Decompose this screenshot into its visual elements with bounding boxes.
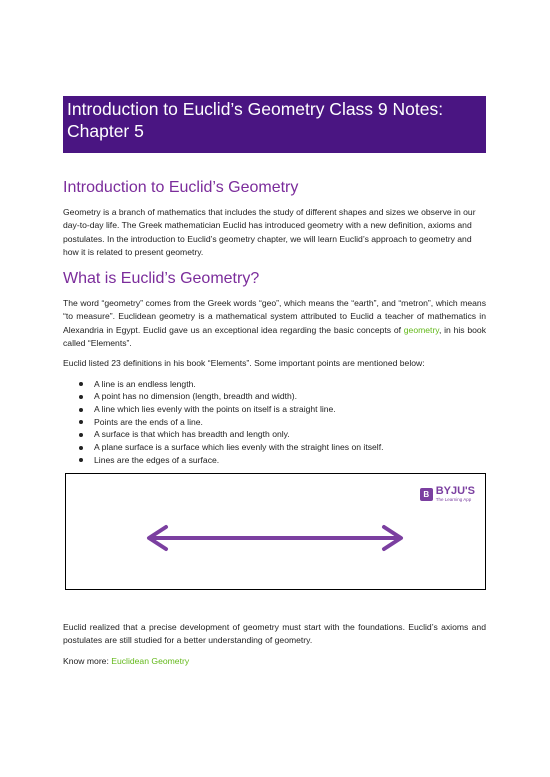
definition-paragraph [63,297,486,350]
conclusion-section [63,621,486,675]
conclusion-paragraph: Euclid realized that a precise development of geometry must start with the foundations. Euclid’s axioms and postulates are still studied for a better understanding of geometry. [63,622,486,646]
byjus-logo-badge: B [420,488,433,501]
bullet-icon [79,408,83,412]
bullet-icon [79,420,83,424]
byjus-logo-tagline: The Learning App [435,497,472,502]
main-content [63,172,486,467]
list-item: A plane surface is a surface which lies evenly with the straight lines on itself. [79,441,486,454]
list-intro: Euclid listed 23 definitions in his book “Elements”. Some important points are mentioned below: [63,358,425,369]
know-more-label: Know more: [63,655,112,666]
euclidean-geometry-link[interactable]: Euclidean Geometry [111,655,190,666]
list-item: Points are the ends of a line. [79,416,486,429]
bullet-icon [79,458,83,462]
know-more-line [63,655,486,668]
page-title: Introduction to Euclid’s Geometry Class 9 Notes: Chapter 5 [67,99,444,141]
bullet-icon [79,382,83,386]
list-item: A point has no dimension (length, breadth and width). [79,390,486,403]
list-item: A line which lies evenly with the points on itself is a straight line. [79,403,486,416]
byjus-logo-name: BYJU'S [435,485,475,497]
definition-text-end: , in his book called “Elements”. [63,324,486,349]
double-arrow-line [66,474,485,589]
definition-text-start: The word “geometry” comes from the Greek words “geo”, which means the “earth”, and “metron”, which means “to measure”. Euclidean geometry is a mathematical system attributed to Euclid a teacher of mathematics in Alexandria in Egypt. Euclid gave us an exceptional idea regarding the basic concepts of [63,298,486,335]
intro-paragraph: Geometry is a branch of mathematics that includes the study of different shapes and sizes we observe in our day-to-day life. The Greek mathematician Euclid has introduced geometry with a new definition, axioms and postulates. In the introduction to Euclid’s geometry chapter, we will learn Euclid’s approach to geometry and how it is related to present geometry. [63,207,476,257]
geometry-link[interactable]: geometry [403,324,439,335]
line-figure [65,473,486,590]
bullet-icon [79,433,83,437]
list-item: A line is an endless length. [79,378,486,391]
definitions-list [63,378,486,467]
list-item: A surface is that which has breadth and length only. [79,428,486,441]
bullet-icon [79,446,83,450]
bullet-icon [79,395,83,399]
list-item: Lines are the edges of a surface. [79,454,486,467]
section-heading-introduction: Introduction to Euclid’s Geometry [63,179,299,196]
section-heading-what-is: What is Euclid’s Geometry? [63,270,260,288]
title-banner [63,96,486,153]
